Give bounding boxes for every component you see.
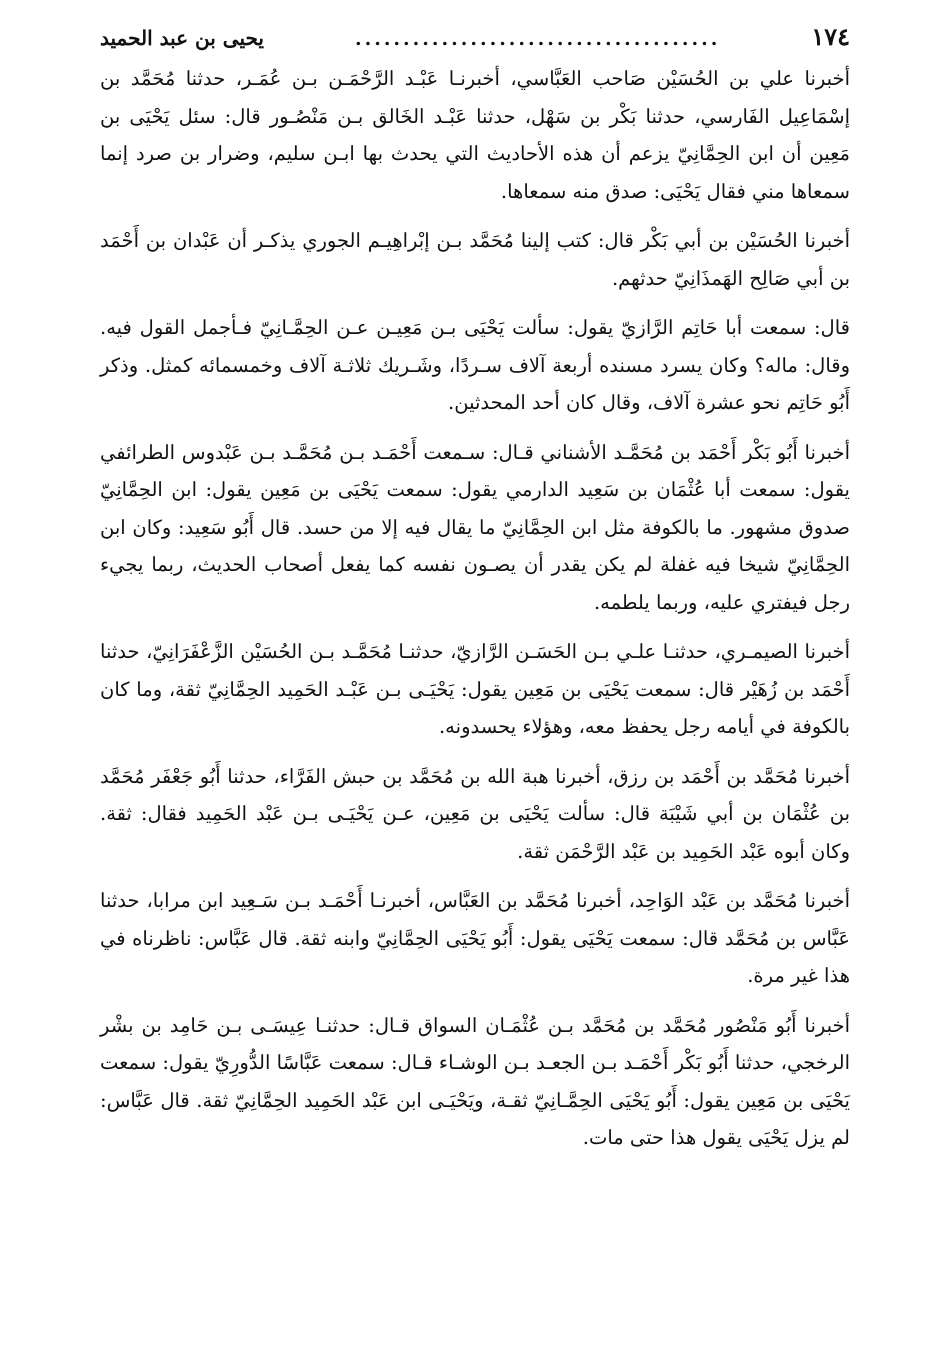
book-page <box>100 22 850 1169</box>
page-number: ١٧٤ <box>811 22 850 51</box>
header-title: يحيى بن عبد الحميد <box>100 26 264 50</box>
paragraph-1: أخبرنا علي بن الحُسَيْن صَاحب العَبَّاسي، أخبرنـا عَبْـد الرَّحْمَـن بـن عُمَـر، حدثنا مُحَمَّد بن إسْمَاعِيل الفَارسي، حدثنا بَكْر بن سَهْل، حدثنا عَبْـد الخَالق بـن مَنْصُـور قال: سئل يَحْيَى بن مَعِين أن ابن الحِمَّانِيّ يزعم أن هذه الأحاديث التي يحدث بها ابـن سليم، وضرار بن صرد إنما سمعاها مني فقال يَحْيَى: صدق منه سمعاها. <box>100 67 850 203</box>
header-leader-dots: ...................................... <box>354 28 721 50</box>
paragraph-8: أخبرنا أَبُو مَنْصُور مُحَمَّد بن مُحَمَّد بـن عُثْمَـان السواق قـال: حدثنـا عِيسَـى بـن حَامِد بن بشْر الرخجي، حدثنا أَبُو بَكْر أَحْمَـد بـن الجعـد بـن الوشـاء قـال: سمعت عَبَّاسًا الدُّورِيّ يقول: سمعت يَحْيَى بن مَعِين يقول: أَبُو يَحْيَى الحِمَّـانِيّ ثقـة، ويَحْيَـى ابن عَبْد الحَمِيد الحِمَّانِيّ ثقة. قال عَبَّاس: لم يزل يَحْيَى يقول هذا حتى مات. <box>100 1013 850 1149</box>
paragraph-5: أخبرنا الصيمـري، حدثنـا علـي بـن الحَسَـن الرَّازيّ، حدثنـا مُحَمَّـد بـن الحُسَيْن الزَّعْفَرَانِيّ، حدثنا أَحْمَد بن زُهَيْر قال: سمعت يَحْيَى بن مَعِين يقول: يَحْيَـى بـن عَبْـد الحَمِيد الحِمَّانِيّ ثقة، وما كان بالكوفة في أيامه رجل يحفظ معه، وهؤلاء يحسدونه. <box>100 640 850 738</box>
paragraph-4: أخبرنا أَبُو بَكْر أَحْمَد بن مُحَمَّـد الأشناني قـال: سـمعت أَحْمَـد بـن مُحَمَّـد بـن عَبْدوس الطرائفي يقول: سمعت أبا عُثْمَان بن سَعِيد الدارمي يقول: سمعت يَحْيَى بن مَعِين يقول: ابن الحِمَّانِيّ صدوق مشهور. ما بالكوفة مثل ابن الحِمَّانِيّ ما يقال فيه إلا من حسد. قال أَبُو سَعِيد: وكان ابن الحِمَّانِيّ شيخا فيه غفلة لم يكن يقدر أن يصـون نفسه كما يفعل أصحاب الحديث، ربما يجيء رجل فيفتري عليه، وربما يلطمه. <box>100 440 850 614</box>
paragraph-2: أخبرنا الحُسَيْن بن أبي بَكْر قال: كتب إلينا مُحَمَّد بـن إبْراهِيـم الجوري يذكـر أن عَبْدان بن أَحْمَد بن أبي صَالِح الهَمذَانِيّ حدثهم. <box>100 229 850 290</box>
running-header <box>100 22 850 60</box>
paragraph-6: أخبرنا مُحَمَّد بن أَحْمَد بن رزق، أخبرنا هبة الله بن مُحَمَّد بن حبش الفَرَّاء، حدثنا أَبُو جَعْفَر مُحَمَّد بن عُثْمَان بن أبي شَيْبَة قال: سألت يَحْيَى بن مَعِين، عـن يَحْيَـى بـن عَبْد الحَمِيد فقال: ثقة. وكان أبوه عَبْد الحَمِيد بن عَبْد الرَّحْمَن ثقة. <box>100 764 850 863</box>
paragraph-7: أخبرنا مُحَمَّد بن عَبْد الوَاحِد، أخبرنا مُحَمَّد بن العَبَّاس، أخبرنـا أَحْمَـد بـن سَـعِيد ابن مرابا، حدثنا عَبَّاس بن مُحَمَّد قال: سمعت يَحْيَى يقول: أَبُو يَحْيَى الحِمَّانِيّ وابنه ثقة. قال عَبَّاس: ناظرناه في هذا غير مرة. <box>100 889 850 987</box>
paragraph-3: قال: سمعت أبا حَاتِم الرَّازيّ يقول: سألت يَحْيَى بـن مَعِيـن عـن الحِمَّـانِيّ فـأجمل القول فيه. وقال: ماله؟ وكان يسرد مسنده أربعة آلاف سـردًا، وشَـريك ثلاثـة آلاف وخمسمائه كمثل. وذكر أَبُو حَاتِم نحو عشرة آلاف، وقال كان أحد المحدثين. <box>100 316 850 414</box>
